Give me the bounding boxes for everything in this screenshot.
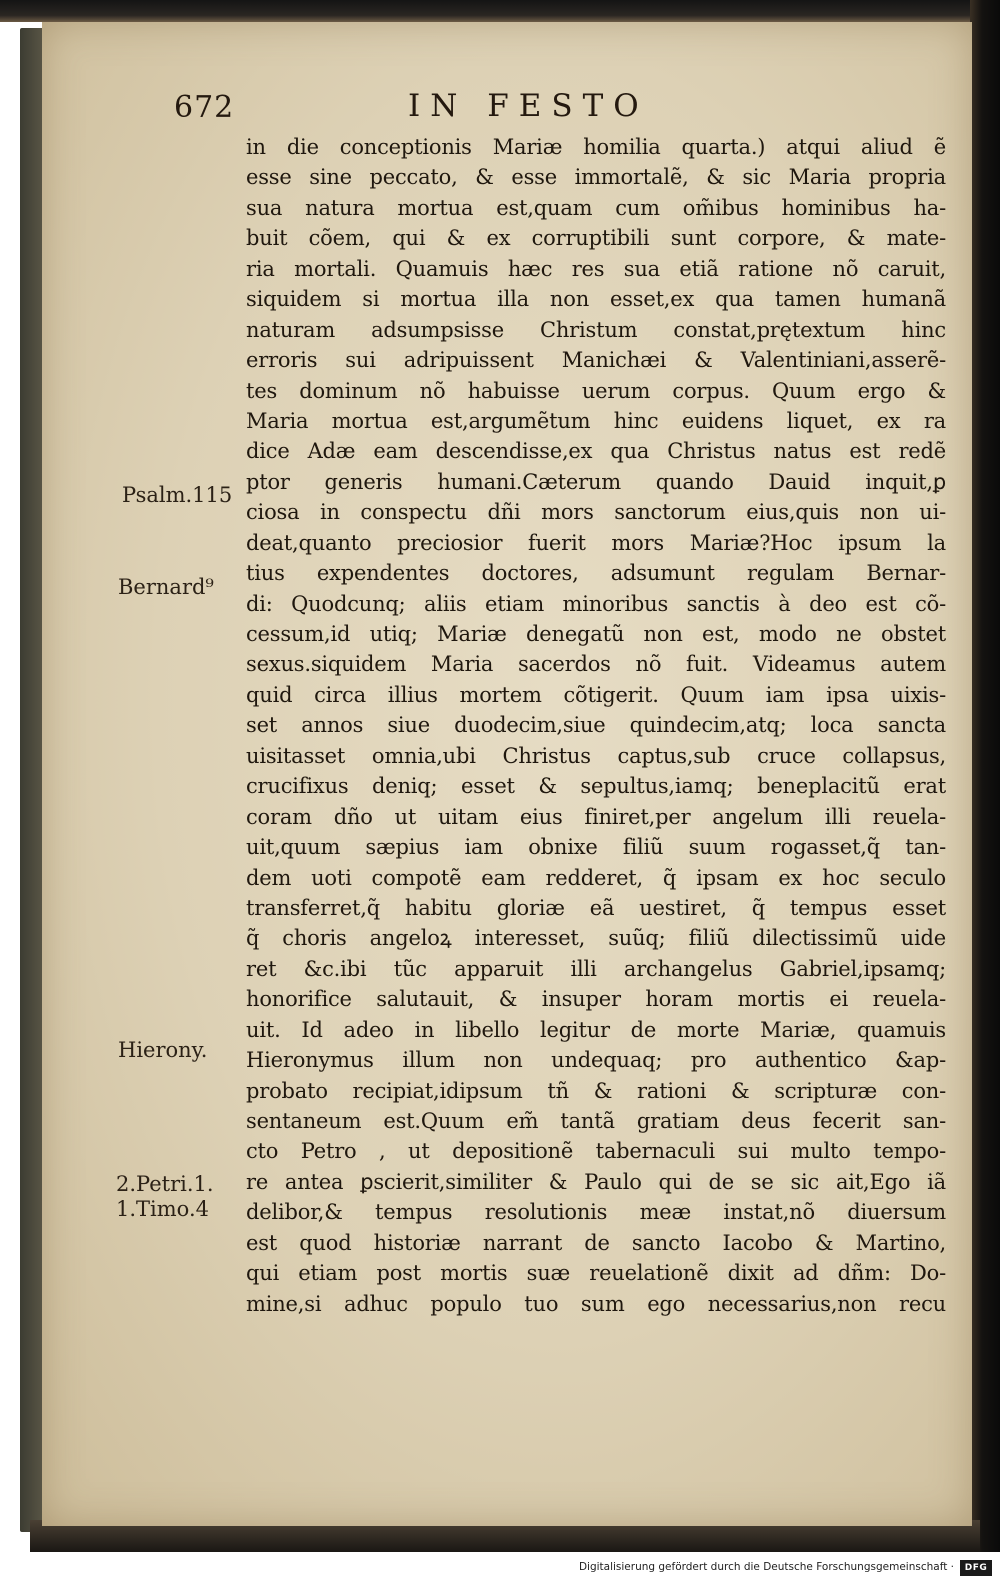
text-line: qui etiam post mortis suæ reuelationẽ dixit ad dñm: Do- xyxy=(246,1261,946,1286)
text-line: tius expendentes doctores, adsumunt regulam Bernar- xyxy=(246,561,946,586)
margin-note-hieronymus: Hierony. xyxy=(118,1038,208,1062)
text-line: honorifice salutauit, & insuper horam mortis ei reuela- xyxy=(246,987,946,1012)
body-text xyxy=(246,132,946,1319)
text-line: delibor,& tempus resolutionis meæ instat,nõ diuersum xyxy=(246,1200,946,1225)
text-line: di: Quodcunq; aliis etiam minoribus sanctis à deo est cõ- xyxy=(246,591,946,616)
text-line: coram dño ut uitam eius finiret,per angelum illi reuela- xyxy=(246,804,946,829)
text-line: Maria mortua est,argumẽtum hinc euidens liquet, ex ra xyxy=(246,408,946,433)
text-line: ptor generis humani.Cæterum quando Dauid inquit,ꝑ xyxy=(246,469,946,494)
text-line: sexus.siquidem Maria sacerdos nõ fuit. Videamus autem xyxy=(246,652,946,677)
text-line: crucifixus deniq; esset & sepultus,iamq; beneplacitũ erat xyxy=(246,774,946,799)
dfg-logo: DFG xyxy=(960,1560,992,1576)
running-title: IN FESTO xyxy=(408,88,649,124)
book-spine-edge xyxy=(970,0,1000,1552)
text-line: in die conceptionis Mariæ homilia quarta.) atqui aliud ẽ xyxy=(246,135,946,159)
text-line: quid circa illius mortem cõtigerit. Quum iam ipsa uixis- xyxy=(246,682,946,707)
book-top-edge xyxy=(0,0,1000,22)
text-line: sentaneum est.Quum em̃ tantã gratiam deus fecerit san- xyxy=(246,1109,946,1133)
text-line: re antea ꝑscierit,similiter & Paulo qui de se sic ait,Ego iã xyxy=(246,1169,946,1194)
text-line: probato recipiat,idipsum tñ & rationi & scripturæ con- xyxy=(246,1078,946,1103)
text-line: ria mortali. Quamuis hæc res sua etiã ratione nõ caruit, xyxy=(246,256,946,281)
text-line: uisitasset omnia,ubi Christus captus,sub cruce collapsus, xyxy=(246,743,946,768)
text-line: dem uoti compotẽ eam redderet, q̃ ipsam ex hoc seculo xyxy=(246,865,946,890)
footer-bar xyxy=(0,1552,1000,1584)
margin-note-bernard: Bernard⁹ xyxy=(118,575,214,599)
text-line: ciosa in conspectu dñi mors sanctorum eius,quis non ui- xyxy=(246,500,946,525)
text-line: transferret,q̃ habitu gloriæ eã uestiret, q̃ tempus esset xyxy=(246,895,946,920)
margin-note-timo: 1.Timo.4 xyxy=(116,1197,209,1221)
text-line: cessum,id utiq; Mariæ denegatũ non est, modo ne obstet xyxy=(246,622,946,646)
text-line: q̃ choris angeloꝝ interesset, suũq; filiũ dilectissimũ uide xyxy=(246,926,946,951)
text-line: buit cõem, qui & ex corruptibili sunt corpore, & mate- xyxy=(246,226,946,251)
text-line: ret &c.ibi tũc apparuit illi archangelus Gabriel,ipsamq; xyxy=(246,956,946,981)
text-line: deat,quanto preciosior fuerit mors Mariæ?Hoc ipsum la xyxy=(246,530,946,555)
text-line: dice Adæ eam descendisse,ex qua Christus natus est redẽ xyxy=(246,439,946,464)
text-line: cto Petro , ut depositionẽ tabernaculi sui multo tempo- xyxy=(246,1139,946,1164)
text-line: Hieronymus illum non undequaq; pro authentico &ap- xyxy=(246,1048,946,1073)
margin-note-petri: 2.Petri.1. xyxy=(116,1172,214,1196)
text-line: mine,si adhuc populo tuo sum ego necessarius,non recu xyxy=(246,1291,946,1316)
text-line: erroris sui adripuissent Manichæi & Valentiniani,asserẽ- xyxy=(246,348,946,373)
margin-note-psalm: Psalm.115 xyxy=(122,483,233,507)
text-line: tes dominum nõ habuisse uerum corpus. Quum ergo & xyxy=(246,378,946,403)
text-line: uit. Id adeo in libello legitur de morte Mariæ, quamuis xyxy=(246,1017,946,1042)
text-line: esse sine peccato, & esse immortalẽ, & sic Maria propria xyxy=(246,165,946,190)
text-line: sua natura mortua est,quam cum om̃ibus hominibus ha- xyxy=(246,195,946,220)
text-line: naturam adsumpsisse Christum constat,prętextum hinc xyxy=(246,317,946,342)
funding-notice: Digitalisierung gefördert durch die Deutsche Forschungsgemeinschaft · xyxy=(578,1561,954,1573)
text-line: est quod historiæ narrant de sancto Iacobo & Martino, xyxy=(246,1230,946,1255)
text-line: set annos siue duodecim,siue quindecim,atq; loca sancta xyxy=(246,713,946,738)
text-line: uit,quum sæpius iam obnixe filiũ suum rogasset,q̃ tan- xyxy=(246,835,946,860)
text-line: siquidem si mortua illa non esset,ex qua tamen humanã xyxy=(246,287,946,312)
page-number: 672 xyxy=(174,90,235,125)
